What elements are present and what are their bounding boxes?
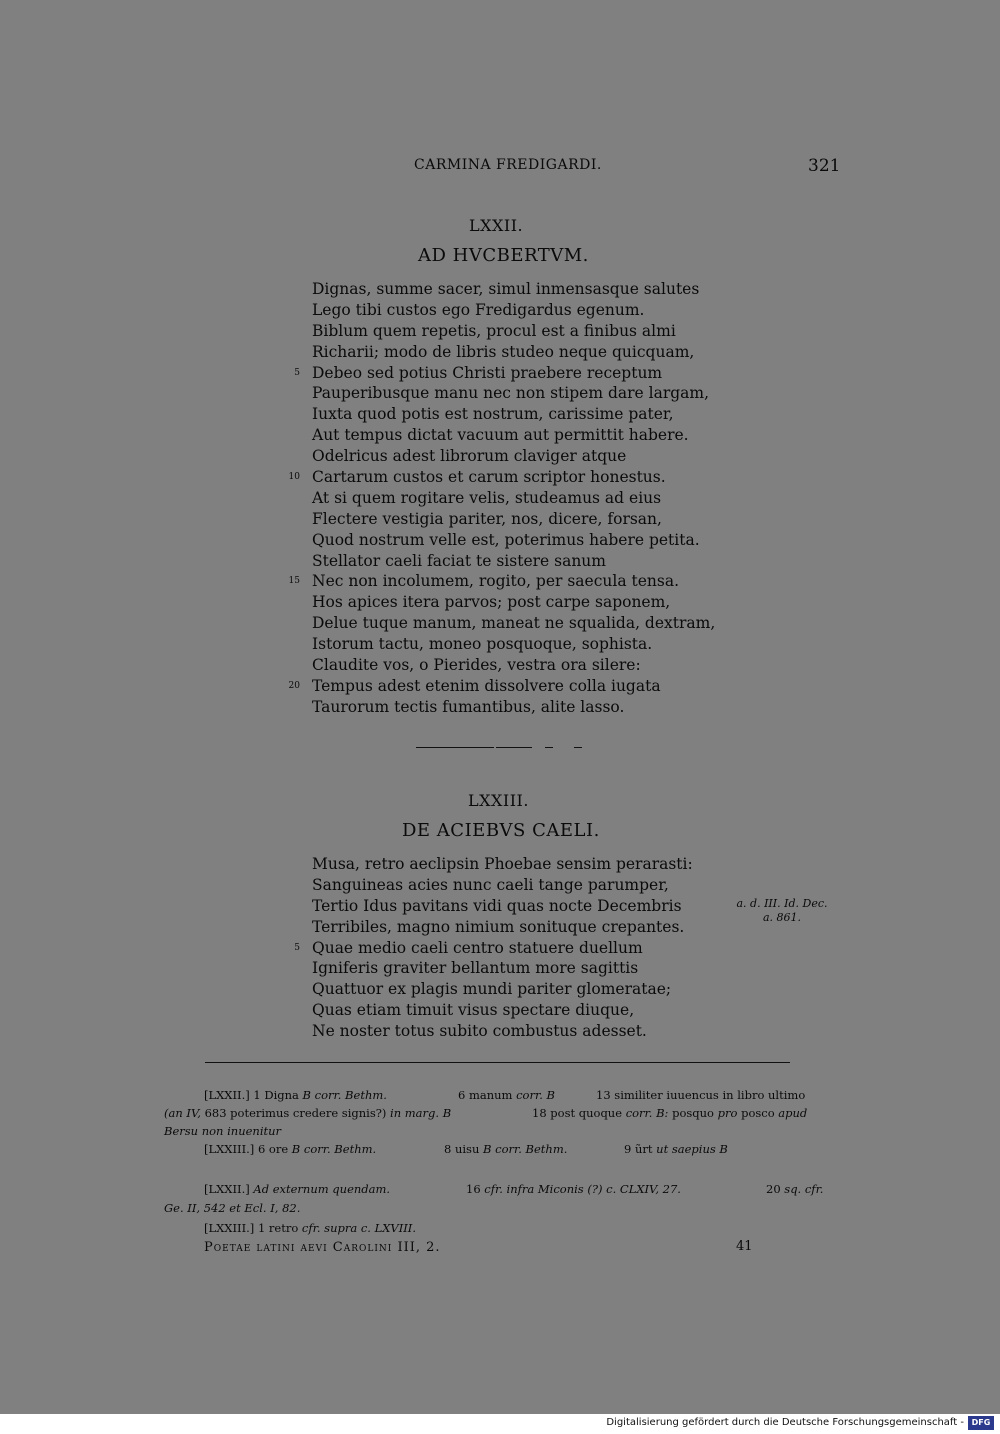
verse-line [312,875,732,896]
verse-line [312,655,732,676]
section-divider [496,747,532,748]
verse-text: At si quem rogitare velis, studeamus ad eius [312,488,662,507]
collection-title: Poetae latini aevi Carolini III, 2. [204,1240,441,1255]
verse-text: Ne noster totus subito combustus adesset. [312,1022,647,1041]
verse-line [312,404,732,425]
apparatus-siglum: corr. B [516,1088,555,1102]
verse-text: Odelricus adest librorum claviger atque [312,447,627,466]
source-text: cfr. infra Miconis (?) c. CLXIV, 27. [484,1182,681,1196]
source-text: 16 [466,1182,481,1196]
verse-text: Quod nostrum velle est, poterimus habere petita. [312,530,700,549]
apparatus-line [164,1106,451,1120]
verse-text: Sanguineas acies nunc caeli tange parumper, [312,875,669,894]
apparatus-siglum: in marg. B [390,1106,452,1120]
verse-text: Claudite vos, o Pierides, vestra ora silere: [312,656,641,675]
margin-note-date: a. d. III. Id. Dec. [736,897,828,910]
verse-line [312,1000,732,1021]
verse-text: Quae medio caeli centro statuere duellum [312,938,643,957]
line-number: 5 [294,942,300,953]
margin-note-year: a. 861. [762,911,802,924]
source-text: 20 [766,1182,781,1196]
source-note-line [164,1201,300,1215]
poem-title: AD HVCBERTVM. [418,245,589,266]
verse-text: Biblum quem repetis, procul est a finibus almi [312,321,676,340]
verse-line [312,854,732,875]
verse-line [312,634,732,655]
verse-line [312,279,732,300]
verse-text: Dignas, summe sacer, simul inmensasque salutes [312,280,700,298]
verse-text: Flectere vestigia pariter, nos, dicere, forsan, [312,509,662,528]
apparatus-entry [532,1106,807,1120]
apparatus-entry [624,1142,728,1156]
verse-line [312,1021,732,1042]
verse-text: Hos apices itera parvos; post carpe saponem, [312,593,671,612]
source-entry [766,1182,823,1196]
verse-text: Igniferis graviter bellantum more sagittis [312,959,639,978]
apparatus-siglum: B corr. Bethm. [483,1142,568,1156]
verse-text: Cartarum custos et carum scriptor honestus. [312,468,666,487]
apparatus-line [164,1124,281,1138]
source-note-line [204,1221,416,1235]
apparatus-text: 6 manum [458,1088,513,1102]
line-number: 5 [294,367,300,378]
apparatus-siglum: apud [778,1106,808,1120]
verse-line [312,917,732,938]
verse-text: Stellator caeli faciat te sistere sanum [312,551,606,570]
apparatus-siglum: (an [164,1106,183,1120]
apparatus-label: [LXXIII.] [204,1142,255,1156]
verse-text: Tempus adest etenim dissolvere colla iugata [312,676,661,695]
verse-line [312,958,732,979]
verse-text: Terribiles, magno nimium sonituque crepantes. [312,917,685,936]
section-divider [574,747,582,748]
line-number: 10 [288,472,300,483]
verse-text: Iuxta quod potis est nostrum, carissime pater, [312,405,674,424]
verse-line [312,321,732,342]
verse-text: Lego tibi custos ego Fredigardus egenum. [312,300,645,319]
verse-text: Tertio Idus pavitans vidi quas nocte Decembris [312,896,682,915]
verse-text: Taurorum tectis fumantibus, alite lasso. [312,697,625,716]
verse-line [312,896,732,917]
apparatus-line [204,1142,376,1156]
source-text: Ad externum quendam. [253,1182,391,1196]
apparatus-entry: 1 Digna [253,1088,299,1102]
verse-line [294,938,732,959]
apparatus-text: 6 ore [257,1142,289,1156]
verse-block [294,854,732,1042]
verse-text: Musa, retro aeclipsin Phoebae sensim perarasti: [312,855,693,873]
apparatus-siglum: IV, [186,1106,201,1120]
verse-line [312,425,732,446]
verse-text: Aut tempus dictat vacuum aut permittit habere. [312,426,689,445]
apparatus-text: 683 poterimus credere signis?) [204,1106,387,1120]
verse-line [312,383,732,404]
margin-note [728,897,836,925]
apparatus-siglum: pro [717,1106,738,1120]
section-divider [545,747,553,748]
verse-line [288,467,732,488]
verse-text: Quas etiam timuit visus spectare diuque, [312,1001,635,1020]
apparatus-text: posco [741,1106,775,1120]
running-title: CARMINA FREDIGARDI. [414,157,602,173]
footnote-divider [205,1062,790,1063]
apparatus-siglum: ut saepius B [656,1142,728,1156]
apparatus-text: 8 uisu [444,1142,480,1156]
source-text: sq. cfr. [784,1182,824,1196]
line-number: 20 [288,680,300,691]
verse-line [312,446,732,467]
line-number: 15 [288,576,300,587]
apparatus-siglum: Bersu non inuenitur [164,1124,282,1138]
source-note-line [204,1182,390,1196]
verse-block [288,279,732,718]
verse-text: Pauperibusque manu nec non stipem dare largam, [312,384,710,403]
source-text: 1 retro [257,1221,299,1235]
poem-title: DE ACIEBVS CAELI. [402,820,600,841]
verse-line [312,551,732,572]
verse-line [312,697,732,718]
page-number: 321 [808,156,841,176]
source-label: [LXXIII.] [204,1221,255,1235]
digitization-credit: Digitalisierung gefördert durch die Deutsche Forschungsgemeinschaft - [606,1417,964,1428]
signature-mark: 41 [736,1239,753,1254]
apparatus-label: [LXXII.] [204,1088,250,1102]
verse-line [312,979,732,1000]
source-entry [466,1182,681,1196]
apparatus-entry [458,1088,555,1102]
verse-line [312,509,732,530]
verse-text: Quattuor ex plagis mundi pariter glomeratae; [312,980,672,999]
dfg-logo-icon: DFG [968,1416,994,1430]
verse-text: Richarii; modo de libris studeo neque quicquam, [312,342,695,361]
verse-line [312,530,732,551]
apparatus-entry: 13 similiter iuuencus in libro ultimo [596,1088,806,1102]
apparatus-siglum: corr. B: [625,1106,669,1120]
apparatus-siglum: B corr. Bethm. [291,1142,377,1156]
verse-line [312,592,732,613]
section-divider [416,747,494,748]
poem-number: LXXIII. [468,791,529,810]
verse-text: Debeo sed potius Christi praebere receptum [312,363,663,382]
source-label: [LXXII.] [204,1182,250,1196]
verse-line [288,571,732,592]
apparatus-text: 9 ũrt [624,1142,653,1156]
verse-line [312,300,732,321]
poem-number: LXXII. [469,216,524,235]
verse-line [312,613,732,634]
verse-line [288,676,732,697]
source-text: cfr. supra c. LXVIII. [301,1221,417,1235]
source-text: Ge. II, 542 et Ecl. I, 82. [164,1201,301,1215]
verse-text: Nec non incolumem, rogito, per saecula tensa. [312,572,680,591]
apparatus-siglum: B corr. Bethm. [302,1088,387,1102]
apparatus-line [204,1088,387,1102]
verse-line [312,342,732,363]
verse-line [312,488,732,509]
apparatus-text: 18 post quoque [532,1106,623,1120]
verse-line [294,363,732,384]
apparatus-text: posquo [672,1106,714,1120]
verse-text: Delue tuque manum, maneat ne squalida, dextram, [312,614,716,633]
apparatus-entry [444,1142,567,1156]
verse-text: Istorum tactu, moneo posquoque, sophista. [312,635,653,654]
